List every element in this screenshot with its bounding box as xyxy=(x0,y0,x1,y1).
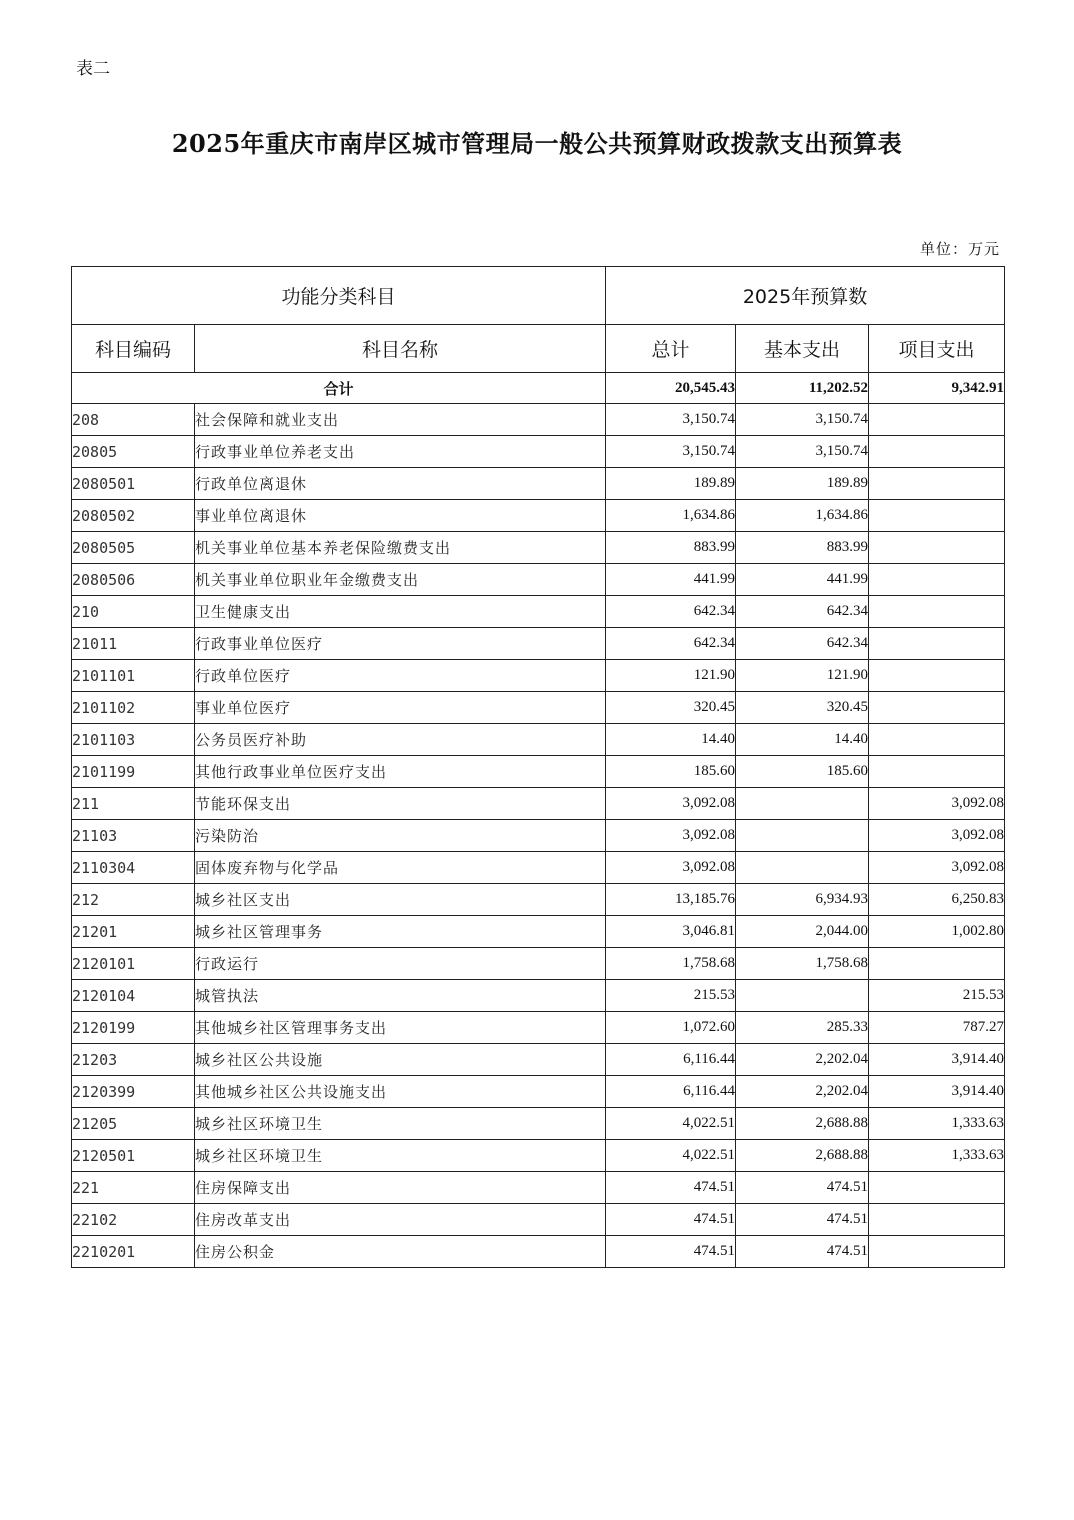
table-row xyxy=(72,660,1005,692)
row-code: 2120104 xyxy=(72,980,195,1012)
header-group-row xyxy=(72,267,1005,325)
row-total: 3,092.08 xyxy=(606,820,736,852)
table-row xyxy=(72,692,1005,724)
row-total: 215.53 xyxy=(606,980,736,1012)
table-row xyxy=(72,948,1005,980)
table-row xyxy=(72,916,1005,948)
table-row xyxy=(72,820,1005,852)
row-project: 3,914.40 xyxy=(869,1044,1005,1076)
row-basic: 474.51 xyxy=(736,1236,869,1268)
row-name: 行政单位医疗 xyxy=(195,660,606,692)
row-name: 行政单位离退休 xyxy=(195,468,606,500)
header-project: 项目支出 xyxy=(869,325,1005,373)
row-project: 3,092.08 xyxy=(869,788,1005,820)
row-total: 1,072.60 xyxy=(606,1012,736,1044)
row-project xyxy=(869,564,1005,596)
row-basic: 121.90 xyxy=(736,660,869,692)
unit-label: 单位：万元 xyxy=(919,240,1000,258)
row-code: 2120199 xyxy=(72,1012,195,1044)
table-row xyxy=(72,1236,1005,1268)
row-code: 2120101 xyxy=(72,948,195,980)
row-total: 3,150.74 xyxy=(606,436,736,468)
row-project: 787.27 xyxy=(869,1012,1005,1044)
table-row xyxy=(72,532,1005,564)
row-total: 14.40 xyxy=(606,724,736,756)
row-basic: 642.34 xyxy=(736,596,869,628)
row-project xyxy=(869,1204,1005,1236)
row-basic: 1,634.86 xyxy=(736,500,869,532)
row-basic xyxy=(736,980,869,1012)
header-column-row xyxy=(72,325,1005,373)
row-code: 2101102 xyxy=(72,692,195,724)
row-basic: 3,150.74 xyxy=(736,436,869,468)
row-name: 城管执法 xyxy=(195,980,606,1012)
page-title: 2025年重庆市南岸区城市管理局一般公共预算财政拨款支出预算表 xyxy=(171,129,903,158)
row-code: 2101101 xyxy=(72,660,195,692)
header-name: 科目名称 xyxy=(195,325,606,373)
row-total: 883.99 xyxy=(606,532,736,564)
row-total: 1,758.68 xyxy=(606,948,736,980)
row-code: 21103 xyxy=(72,820,195,852)
row-total: 185.60 xyxy=(606,756,736,788)
row-project xyxy=(869,628,1005,660)
row-code: 21203 xyxy=(72,1044,195,1076)
row-project xyxy=(869,532,1005,564)
row-total: 4,022.51 xyxy=(606,1108,736,1140)
table-row xyxy=(72,500,1005,532)
row-name: 行政事业单位医疗 xyxy=(195,628,606,660)
row-project xyxy=(869,1172,1005,1204)
row-basic: 2,202.04 xyxy=(736,1076,869,1108)
table-row xyxy=(72,1204,1005,1236)
row-code: 2120399 xyxy=(72,1076,195,1108)
row-code: 211 xyxy=(72,788,195,820)
table-row xyxy=(72,1012,1005,1044)
row-project xyxy=(869,660,1005,692)
row-basic: 6,934.93 xyxy=(736,884,869,916)
row-name: 住房改革支出 xyxy=(195,1204,606,1236)
row-total: 6,116.44 xyxy=(606,1044,736,1076)
row-name: 固体废弃物与化学品 xyxy=(195,852,606,884)
row-name: 城乡社区管理事务 xyxy=(195,916,606,948)
row-code: 2101103 xyxy=(72,724,195,756)
row-basic: 883.99 xyxy=(736,532,869,564)
row-project: 3,092.08 xyxy=(869,852,1005,884)
row-code: 2080502 xyxy=(72,500,195,532)
row-project xyxy=(869,948,1005,980)
table-row xyxy=(72,724,1005,756)
row-name: 事业单位医疗 xyxy=(195,692,606,724)
row-code: 212 xyxy=(72,884,195,916)
total-basic: 11,202.52 xyxy=(736,373,869,404)
table-row xyxy=(72,1108,1005,1140)
row-basic: 642.34 xyxy=(736,628,869,660)
row-project: 3,914.40 xyxy=(869,1076,1005,1108)
row-name: 其他行政事业单位医疗支出 xyxy=(195,756,606,788)
row-project: 3,092.08 xyxy=(869,820,1005,852)
row-total: 3,150.74 xyxy=(606,404,736,436)
row-total: 474.51 xyxy=(606,1236,736,1268)
total-label: 合计 xyxy=(72,373,606,404)
total-row xyxy=(72,373,1005,404)
row-code: 2080505 xyxy=(72,532,195,564)
row-basic: 320.45 xyxy=(736,692,869,724)
table-row xyxy=(72,564,1005,596)
row-total: 441.99 xyxy=(606,564,736,596)
row-code: 221 xyxy=(72,1172,195,1204)
row-code: 20805 xyxy=(72,436,195,468)
row-project: 1,002.80 xyxy=(869,916,1005,948)
header-basic: 基本支出 xyxy=(736,325,869,373)
row-project: 215.53 xyxy=(869,980,1005,1012)
table-row xyxy=(72,756,1005,788)
row-name: 事业单位离退休 xyxy=(195,500,606,532)
row-basic: 14.40 xyxy=(736,724,869,756)
table-row xyxy=(72,788,1005,820)
row-total: 13,185.76 xyxy=(606,884,736,916)
table-row xyxy=(72,628,1005,660)
row-name: 城乡社区环境卫生 xyxy=(195,1108,606,1140)
row-code: 2080501 xyxy=(72,468,195,500)
header-function-classification: 功能分类科目 xyxy=(72,267,606,325)
total-project: 9,342.91 xyxy=(869,373,1005,404)
row-basic: 1,758.68 xyxy=(736,948,869,980)
row-basic: 441.99 xyxy=(736,564,869,596)
row-code: 21205 xyxy=(72,1108,195,1140)
table-row xyxy=(72,404,1005,436)
row-project: 1,333.63 xyxy=(869,1108,1005,1140)
row-total: 474.51 xyxy=(606,1204,736,1236)
table-row xyxy=(72,980,1005,1012)
row-basic: 185.60 xyxy=(736,756,869,788)
row-basic: 474.51 xyxy=(736,1172,869,1204)
row-code: 22102 xyxy=(72,1204,195,1236)
row-basic: 2,688.88 xyxy=(736,1108,869,1140)
row-name: 城乡社区支出 xyxy=(195,884,606,916)
row-code: 208 xyxy=(72,404,195,436)
row-basic: 189.89 xyxy=(736,468,869,500)
row-project xyxy=(869,692,1005,724)
row-name: 住房保障支出 xyxy=(195,1172,606,1204)
row-total: 4,022.51 xyxy=(606,1140,736,1172)
table-row xyxy=(72,596,1005,628)
row-code: 21201 xyxy=(72,916,195,948)
row-project xyxy=(869,756,1005,788)
row-project xyxy=(869,724,1005,756)
row-project xyxy=(869,1236,1005,1268)
row-project xyxy=(869,436,1005,468)
row-total: 3,092.08 xyxy=(606,788,736,820)
table-row xyxy=(72,852,1005,884)
row-name: 城乡社区环境卫生 xyxy=(195,1140,606,1172)
row-basic: 2,202.04 xyxy=(736,1044,869,1076)
row-total: 642.34 xyxy=(606,628,736,660)
row-basic xyxy=(736,820,869,852)
row-basic: 474.51 xyxy=(736,1204,869,1236)
row-total: 6,116.44 xyxy=(606,1076,736,1108)
row-total: 3,092.08 xyxy=(606,852,736,884)
row-code: 2120501 xyxy=(72,1140,195,1172)
row-name: 住房公积金 xyxy=(195,1236,606,1268)
row-basic: 2,688.88 xyxy=(736,1140,869,1172)
table-row xyxy=(72,1172,1005,1204)
row-code: 2210201 xyxy=(72,1236,195,1268)
budget-table xyxy=(71,266,1005,1268)
row-basic: 3,150.74 xyxy=(736,404,869,436)
table-row xyxy=(72,1044,1005,1076)
row-total: 642.34 xyxy=(606,596,736,628)
row-project xyxy=(869,596,1005,628)
row-code: 21011 xyxy=(72,628,195,660)
row-code: 2101199 xyxy=(72,756,195,788)
row-name: 节能环保支出 xyxy=(195,788,606,820)
row-basic: 285.33 xyxy=(736,1012,869,1044)
row-name: 社会保障和就业支出 xyxy=(195,404,606,436)
table-row xyxy=(72,884,1005,916)
table-label: 表二 xyxy=(76,59,110,79)
table-row xyxy=(72,1140,1005,1172)
row-project xyxy=(869,404,1005,436)
row-name: 城乡社区公共设施 xyxy=(195,1044,606,1076)
row-total: 320.45 xyxy=(606,692,736,724)
row-total: 3,046.81 xyxy=(606,916,736,948)
row-name: 行政事业单位养老支出 xyxy=(195,436,606,468)
table-row xyxy=(72,436,1005,468)
row-total: 1,634.86 xyxy=(606,500,736,532)
row-code: 210 xyxy=(72,596,195,628)
header-code: 科目编码 xyxy=(72,325,195,373)
total-total: 20,545.43 xyxy=(606,373,736,404)
row-code: 2110304 xyxy=(72,852,195,884)
row-name: 污染防治 xyxy=(195,820,606,852)
row-total: 474.51 xyxy=(606,1172,736,1204)
row-name: 机关事业单位基本养老保险缴费支出 xyxy=(195,532,606,564)
row-project xyxy=(869,500,1005,532)
table-row xyxy=(72,1076,1005,1108)
row-name: 其他城乡社区公共设施支出 xyxy=(195,1076,606,1108)
row-name: 其他城乡社区管理事务支出 xyxy=(195,1012,606,1044)
table-row xyxy=(72,468,1005,500)
row-name: 机关事业单位职业年金缴费支出 xyxy=(195,564,606,596)
row-total: 121.90 xyxy=(606,660,736,692)
row-project xyxy=(869,468,1005,500)
row-name: 卫生健康支出 xyxy=(195,596,606,628)
row-basic xyxy=(736,788,869,820)
row-name: 公务员医疗补助 xyxy=(195,724,606,756)
row-basic: 2,044.00 xyxy=(736,916,869,948)
row-basic xyxy=(736,852,869,884)
row-project: 6,250.83 xyxy=(869,884,1005,916)
header-total: 总计 xyxy=(606,325,736,373)
row-name: 行政运行 xyxy=(195,948,606,980)
row-code: 2080506 xyxy=(72,564,195,596)
row-total: 189.89 xyxy=(606,468,736,500)
row-project: 1,333.63 xyxy=(869,1140,1005,1172)
header-budget-year: 2025年预算数 xyxy=(606,267,1005,325)
